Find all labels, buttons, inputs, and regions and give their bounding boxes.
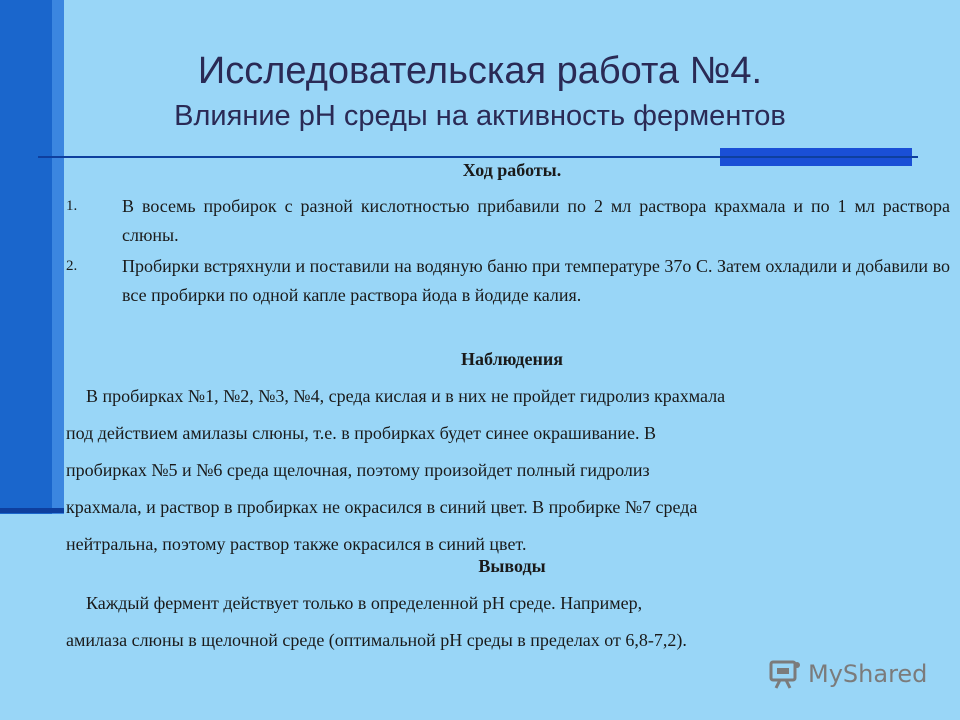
procedure-step (66, 192, 950, 250)
observation-line: нейтральна, поэтому раствор также окрасился в синий цвет. (66, 534, 527, 554)
conclusions-heading: Выводы (478, 556, 546, 576)
conclusion-line-text: Каждый фермент действует только в определенной рН среде. Например, (86, 593, 643, 613)
conclusions-text (66, 585, 950, 659)
step-number: 1. (66, 198, 78, 214)
slide-title: Исследовательская работа №4. (197, 50, 763, 92)
accent-bar-top (720, 148, 912, 156)
step-text: В восемь пробирок с разной кислотностью прибавили по 2 мл раствора крахмала и по 1 мл раствора слюны. (122, 196, 950, 245)
observation-line-text: В пробирках №1, №2, №3, №4, среда кислая и в них не пройдет гидролиз крахмала (86, 386, 726, 406)
myshared-watermark (768, 656, 927, 692)
procedure-step (66, 252, 950, 310)
observation-line: пробирках №5 и №6 среда щелочная, поэтому произойдет полный гидролиз (66, 460, 650, 480)
watermark-text: MyShared (808, 660, 928, 688)
observation-line: под действием амилазы слюны, т.е. в пробирках будет синее окрашивание. В (66, 423, 656, 443)
procedure-steps (66, 192, 950, 312)
side-bar-underline (0, 508, 64, 513)
step-text: Пробирки встряхнули и поставили на водяную баню при температуре 37о С. Затем охладили и добавили во все пробирки по одной капле раствора йода в йодиде калия. (122, 256, 950, 305)
observation-line (66, 378, 950, 415)
observations-heading: Наблюдения (461, 349, 563, 369)
conclusion-line: амилаза слюны в щелочной среде (оптимальной рН среды в пределах от 6,8-7,2). (66, 630, 687, 650)
conclusion-line (66, 585, 950, 622)
myshared-logo-icon (768, 657, 802, 691)
observations-text (66, 378, 950, 563)
slide-subtitle: Влияние рН среды на активность ферментов (174, 100, 786, 132)
observation-line: крахмала, и раствор в пробирках не окрасился в синий цвет. В пробирке №7 среда (66, 497, 698, 517)
procedure-heading: Ход работы. (462, 160, 562, 180)
step-number: 2. (66, 258, 78, 274)
